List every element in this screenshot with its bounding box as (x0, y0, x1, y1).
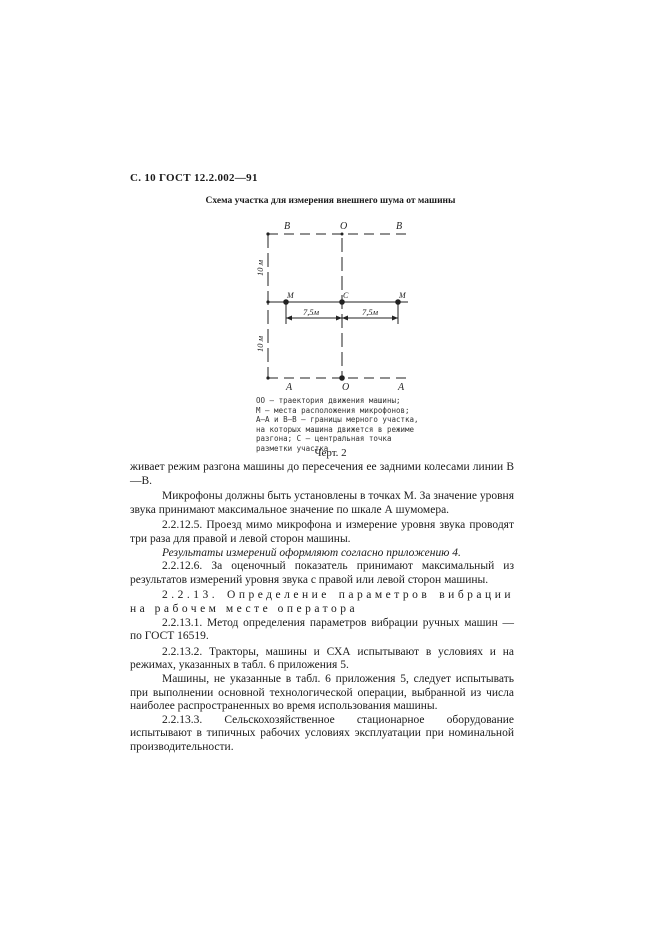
arrow-center-left (336, 316, 342, 321)
figure-label: Черт. 2 (314, 447, 347, 459)
paragraph: Микрофоны должны быть установлены в точках М. За значение уровня звука принимают максимальное значение по шкале А шумомера. (130, 490, 514, 516)
page-header: С. 10 ГОСТ 12.2.002—91 (130, 172, 258, 184)
label-dim-left: 7,5м (303, 307, 320, 317)
label-dim-vert-upper: 10 м (255, 259, 265, 276)
arrow-left (286, 316, 292, 321)
label-c: С (343, 291, 349, 300)
label-m-left: М (287, 291, 294, 300)
label-dim-vert-lower: 10 м (255, 335, 265, 352)
legend-item: А—А и В—В — границы мерного участка, на которых машина движется в режиме разгона; С — центральная точка разметки участка (256, 415, 419, 453)
start-point-o (339, 375, 345, 381)
measurement-scheme (240, 214, 430, 394)
paragraph: 2.2.12.5. Проезд мимо микрофона и измерение уровня звука проводят три раза для правой и левой сторон машины. (130, 519, 514, 545)
paragraph: 2.2.13.2. Тракторы, машины и СХА испытывают в условиях и на режимах, указанных в табл. 6 приложения 5. (130, 645, 514, 672)
label-a-right: А (398, 382, 405, 393)
arrow-right (392, 316, 398, 321)
label-a-left: А (286, 382, 293, 393)
dim-tick-top (266, 232, 269, 235)
arrow-center-right (342, 316, 348, 321)
section-heading: 2.2.13. Определение параметров вибрации на рабочем месте оператора (130, 589, 514, 615)
microphone-point-left (283, 299, 289, 305)
paragraph: 2.2.13.1. Метод определения параметров вибрации ручных машин — по ГОСТ 16519. (130, 616, 514, 643)
paragraph: Машины, не указанные в табл. 6 приложения 5, следует испытывать при выполнении основной технологической операции, выбранной из числа наиболее распространенных во время использования машины. (130, 672, 514, 713)
label-o-top: О (340, 221, 348, 232)
body-text (130, 461, 514, 754)
paragraph: живает режим разгона машины до пересечения ее задними колесами линии В—В. (130, 461, 514, 487)
legend-item: М — места расположения микрофонов; (256, 405, 410, 415)
microphone-point-right (395, 299, 401, 305)
label-m-right: М (399, 291, 406, 300)
legend-item: ОО — траектория движения машины; (256, 396, 401, 405)
paragraph: 2.2.12.6. За оценочный показатель принимают максимальный из результатов измерений уровня звука с правой или левой сторон машины. (130, 560, 514, 586)
figure-caption: Схема участка для измерения внешнего шума от машины (205, 196, 456, 206)
figure-legend (256, 396, 421, 453)
label-b-right: В (396, 221, 403, 232)
label-dim-right: 7,5м (362, 307, 379, 317)
dim-tick-mid (266, 300, 269, 303)
label-o-bottom: О (342, 382, 350, 393)
paragraph: Результаты измерений оформляют согласно приложению 4. (162, 546, 461, 559)
paragraph: 2.2.13.3. Сельскохозяйственное стационарное оборудование испытывают в типичных рабочих условиях эксплуатации при номинальной производительности. (130, 713, 514, 753)
dim-tick-bottom (266, 376, 269, 379)
center-point-c (339, 299, 345, 305)
end-point-o (341, 233, 344, 236)
label-b-left: В (284, 221, 291, 232)
